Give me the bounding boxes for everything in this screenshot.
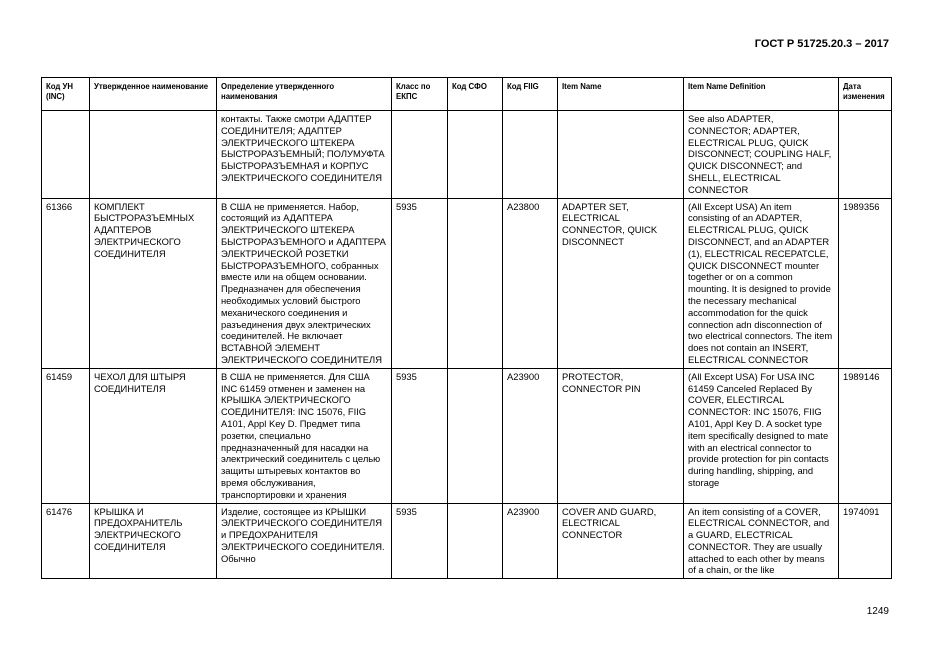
cell-sfo bbox=[448, 111, 503, 199]
col-header-fiig: Код FIIG bbox=[503, 78, 558, 111]
cell-approved-name: КОМПЛЕКТ БЫСТРОРАЗЪЕМНЫХ АДАПТЕРОВ ЭЛЕКТРИЧЕСКОГО СОЕДИНИТЕЛЯ bbox=[90, 198, 217, 368]
cell-item-name-definition: See also ADAPTER, CONNECTOR; ADAPTER, ELECTRICAL PLUG, QUICK DISCONNECT; COUPLING HALF, QUICK DISCONNECT; and SHELL, ELECTRICAL CONNECTOR bbox=[684, 111, 839, 199]
cell-inc: 61476 bbox=[42, 503, 90, 579]
classification-table bbox=[41, 77, 892, 579]
cell-ekps: 5935 bbox=[392, 368, 448, 503]
table-row bbox=[42, 198, 892, 368]
cell-fiig bbox=[503, 111, 558, 199]
page-number: 1249 bbox=[866, 606, 889, 617]
cell-item-name bbox=[558, 111, 684, 199]
col-header-approved-name: Утвержденное наименование bbox=[90, 78, 217, 111]
col-header-date: Дата изменения bbox=[839, 78, 892, 111]
cell-item-name: ADAPTER SET, ELECTRICAL CONNECTOR, QUICK DISCONNECT bbox=[558, 198, 684, 368]
cell-approved-name: ЧЕХОЛ ДЛЯ ШТЫРЯ СОЕДИНИТЕЛЯ bbox=[90, 368, 217, 503]
cell-fiig: A23800 bbox=[503, 198, 558, 368]
cell-ekps: 5935 bbox=[392, 198, 448, 368]
cell-inc bbox=[42, 111, 90, 199]
cell-item-name-definition: An item consisting of a COVER, ELECTRICAL CONNECTOR, and a GUARD, ELECTRICAL CONNECTOR. They are usually attached to each other by means of a chain, or the like bbox=[684, 503, 839, 579]
cell-item-name: PROTECTOR, CONNECTOR PIN bbox=[558, 368, 684, 503]
cell-fiig: A23900 bbox=[503, 503, 558, 579]
col-header-ekps: Класс по ЕКПС bbox=[392, 78, 448, 111]
cell-date: 1989146 bbox=[839, 368, 892, 503]
cell-inc: 61366 bbox=[42, 198, 90, 368]
cell-item-name-definition: (All Except USA) For USA INC 61459 Canceled Replaced By COVER, ELECTIRCAL CONNECTOR: INC 15076, FIIG A101, Appl Key D. A socket type item specifically designed to mate with an electrical connector to provide protection for pin contacts during handling, shipping, and storage bbox=[684, 368, 839, 503]
cell-ekps: 5935 bbox=[392, 503, 448, 579]
table-row bbox=[42, 503, 892, 579]
cell-sfo bbox=[448, 503, 503, 579]
cell-definition: В США не применяется. Для США INC 61459 отменен и заменен на КРЫШКА ЭЛЕКТРИЧЕСКОГО СОЕДИНИТЕЛЯ: INC 15076, FIIG A101, Appl Key D. Предмет типа розетки, специально предназначенный для насадки на электрический соединитель с целью защиты штыревых контактов во время обслуживания, транспортировки и хранения bbox=[217, 368, 392, 503]
cell-item-name-definition: (All Except USA) An item consisting of an ADAPTER, ELECTRICAL PLUG, QUICK DISCONNECT, and an ADAPTER (1), ELECTRICAL RECEPATCLE, QUICK DISCONNECT mounter together or on a common mounting. It is designed to provide the necessary mechanical accommodation for the quick connection adn disconnection of two electrical connectors. The item does not contain an INSERT, ELECTRICAL CONNECTOR bbox=[684, 198, 839, 368]
cell-definition: контакты. Также смотри АДАПТЕР СОЕДИНИТЕЛЯ; АДАПТЕР ЭЛЕКТРИЧЕСКОГО ШТЕКЕРА БЫСТРОРАЗЪЕМНЫЙ; ПОЛУМУФТА БЫСТРОРАЗЪЕМНАЯ и КОРПУС ЭЛЕКТРИЧЕСКОГО СОЕДИНИТЕЛЯ bbox=[217, 111, 392, 199]
col-header-inc: Код УН (INC) bbox=[42, 78, 90, 111]
cell-date: 1989356 bbox=[839, 198, 892, 368]
table-header-row bbox=[42, 78, 892, 111]
cell-date: 1974091 bbox=[839, 503, 892, 579]
cell-date bbox=[839, 111, 892, 199]
cell-item-name: COVER AND GUARD, ELECTRICAL CONNECTOR bbox=[558, 503, 684, 579]
table-row bbox=[42, 368, 892, 503]
col-header-item-name: Item Name bbox=[558, 78, 684, 111]
document-header: ГОСТ Р 51725.20.3 – 2017 bbox=[754, 38, 889, 50]
cell-definition: Изделие, состоящее из КРЫШКИ ЭЛЕКТРИЧЕСКОГО СОЕДИНИТЕЛЯ и ПРЕДОХРАНИТЕЛЯ ЭЛЕКТРИЧЕСКОГО СОЕДИНИТЕЛЯ. Обычно bbox=[217, 503, 392, 579]
col-header-sfo: Код СФО bbox=[448, 78, 503, 111]
col-header-definition: Определение утвержденного наименования bbox=[217, 78, 392, 111]
col-header-item-name-definition: Item Name Definition bbox=[684, 78, 839, 111]
cell-inc: 61459 bbox=[42, 368, 90, 503]
cell-sfo bbox=[448, 198, 503, 368]
table-row bbox=[42, 111, 892, 199]
cell-approved-name: КРЫШКА И ПРЕДОХРАНИТЕЛЬ ЭЛЕКТРИЧЕСКОГО СОЕДИНИТЕЛЯ bbox=[90, 503, 217, 579]
cell-sfo bbox=[448, 368, 503, 503]
cell-definition: В США не применяется. Набор, состоящий из АДАПТЕРА ЭЛЕКТРИЧЕСКОГО ШТЕКЕРА БЫСТРОРАЗЪЕМНОГО и АДАПТЕРА ЭЛЕКТРИЧЕСКОЙ РОЗЕТКИ БЫСТРОРАЗЪЕМНОГО, собранных вместе или на общем основании. Предназначен для обеспечения необходимых условий быстрого механического соединения и разъединения двух электрических соединителей. Не включает ВСТАВНОЙ ЭЛЕМЕНТ ЭЛЕКТРИЧЕСКОГО СОЕДИНИТЕЛЯ bbox=[217, 198, 392, 368]
cell-fiig: A23900 bbox=[503, 368, 558, 503]
cell-ekps bbox=[392, 111, 448, 199]
cell-approved-name bbox=[90, 111, 217, 199]
